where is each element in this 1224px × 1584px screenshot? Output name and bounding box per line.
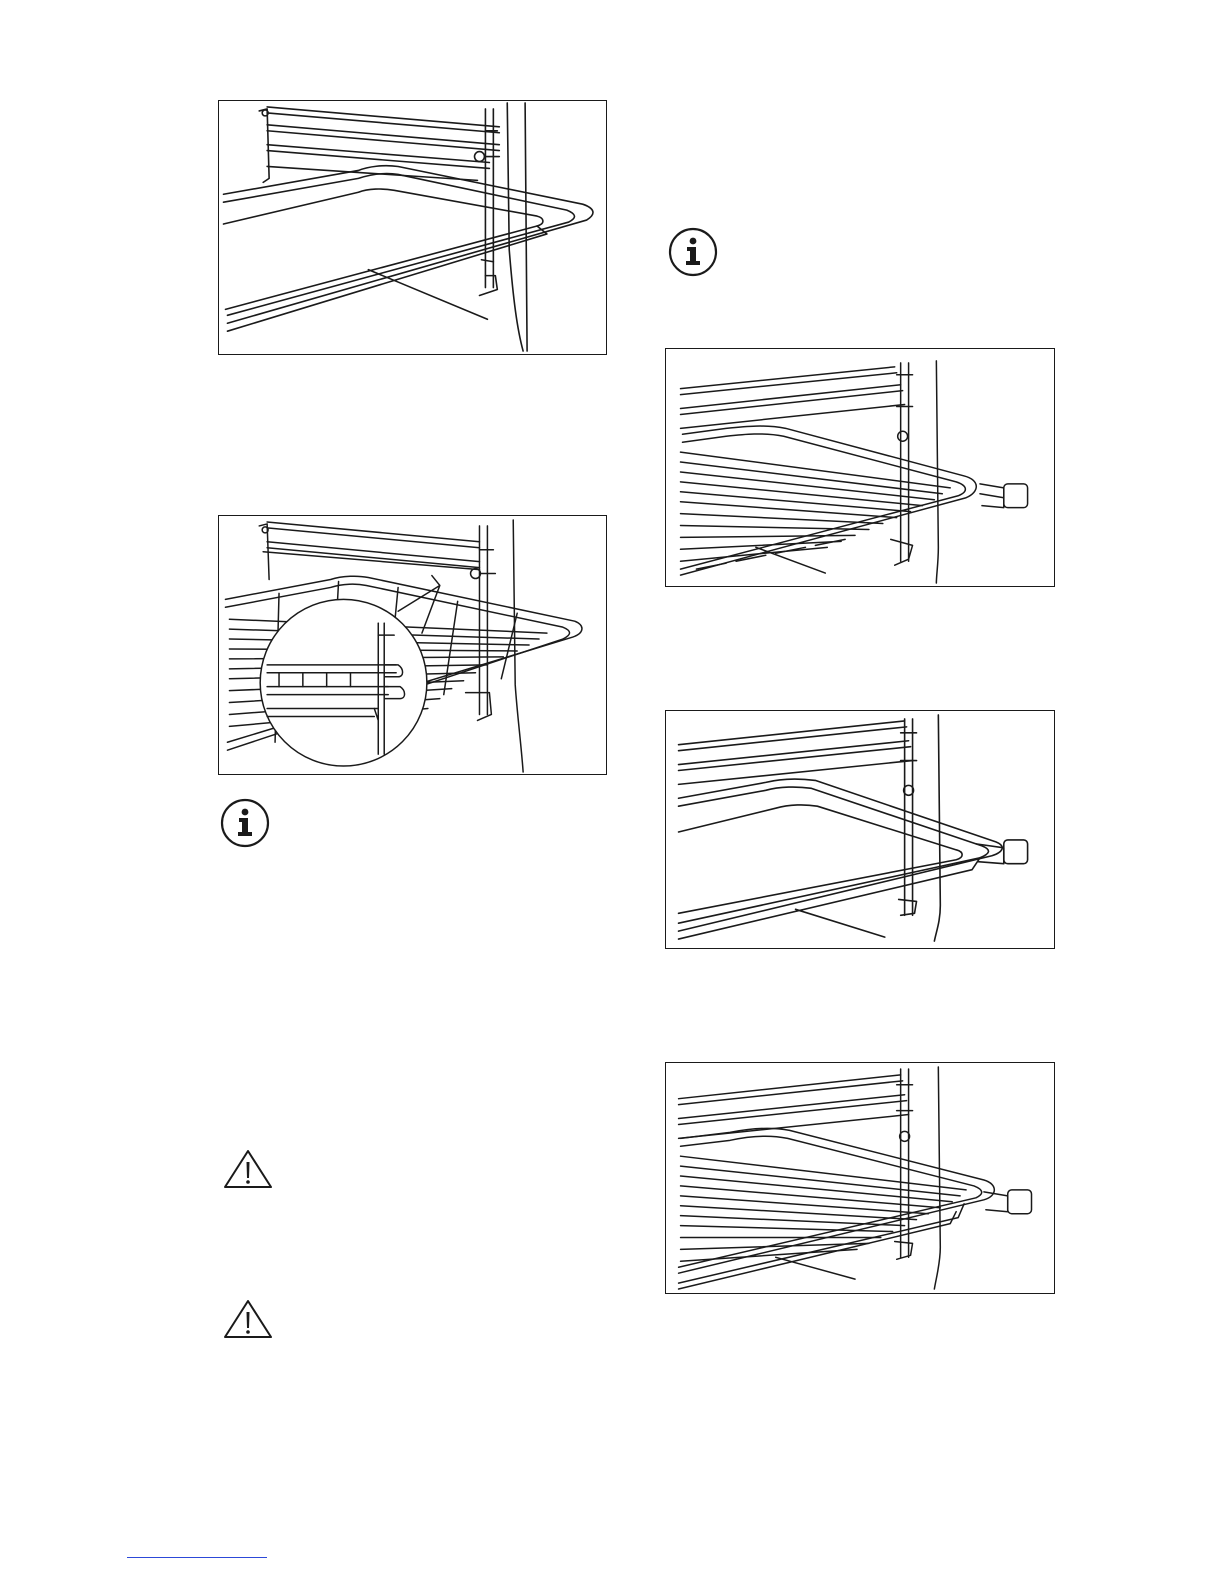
figure-tray-telescopic <box>665 710 1055 949</box>
figure-wire-shelf-detail <box>218 515 607 775</box>
figure-wire-shelf-and-tray-telescopic <box>665 1062 1055 1294</box>
warning-icon <box>222 1298 274 1340</box>
footer-link-underline[interactable] <box>127 1557 267 1558</box>
figure-wire-shelf-telescopic <box>665 348 1055 587</box>
info-icon <box>668 227 718 277</box>
info-icon <box>220 798 270 848</box>
warning-icon <box>222 1148 274 1190</box>
figure-tray-on-supports <box>218 100 607 355</box>
